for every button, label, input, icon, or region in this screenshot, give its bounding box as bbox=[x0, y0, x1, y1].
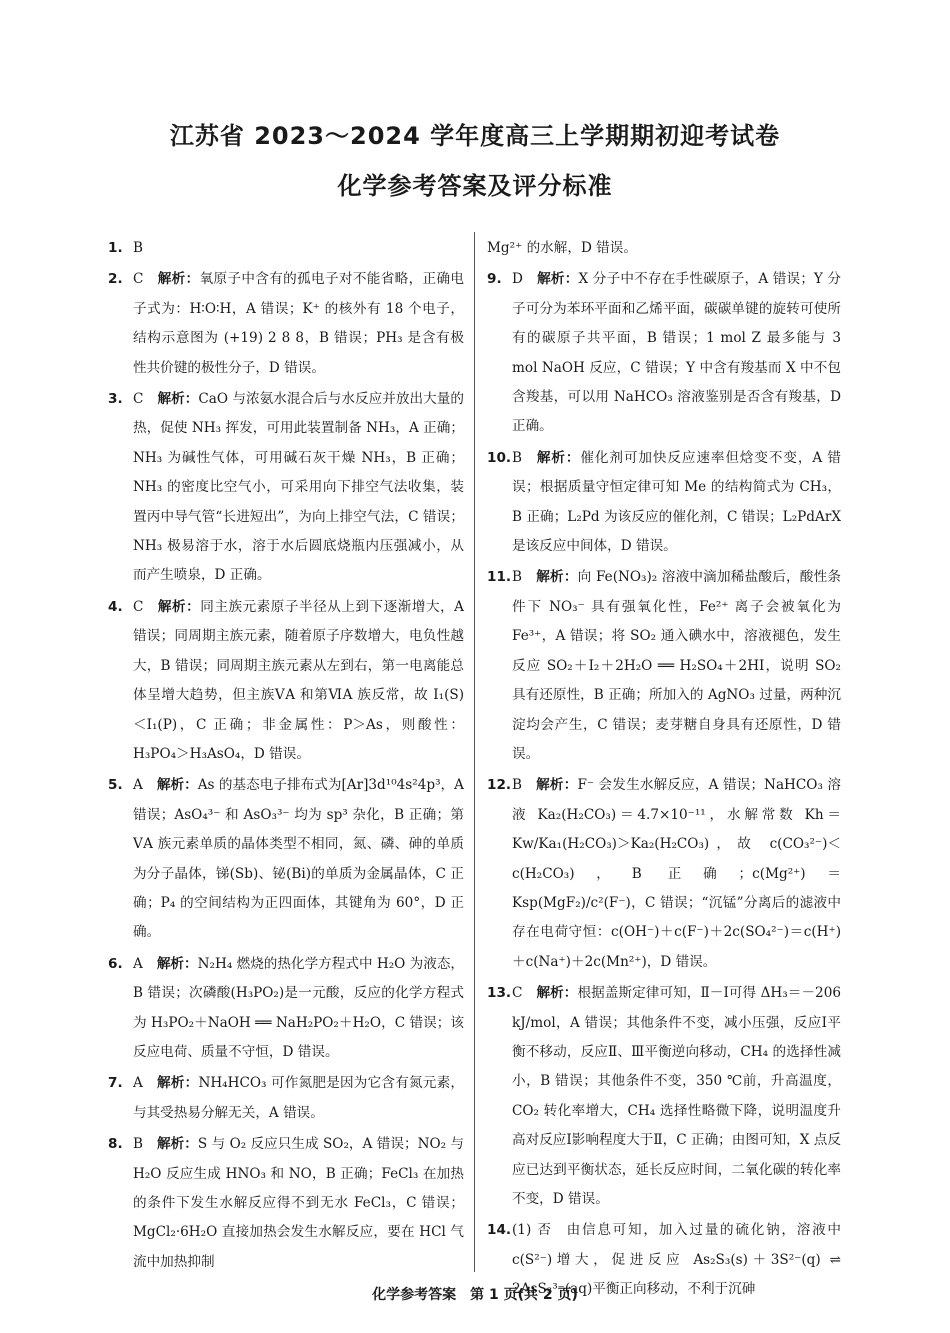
left-column bbox=[108, 234, 464, 1277]
answer-item-8: 8. B 解析：S 与 O₂ 反应只生成 SO₂，A 错误；NO₂ 与 H₂O 反应生成 HNO₃ 和 NO，B 正确；FeCl₃ 在加热的条件下发生水解反应得不到无水 FeCl₃，C 错误；MgCl₂·6H₂O 直接加热会发生水解反应，要在 HCl 气流中加热抑制 bbox=[108, 1136, 465, 1270]
answer-item-7: 7. A 解析：NH₄HCO₃ 可作氮肥是因为它含有氮元素，与其受热易分解无关，A 错误。 bbox=[108, 1075, 464, 1121]
page-footer: 化学参考答案 第 1 页(共 2 页) bbox=[372, 1287, 578, 1303]
answer-item-9: 9. D 解析：X 分子中不存在手性碳原子，A 错误；Y 分子可分为苯环平面和乙烯平面，碳碳单键的旋转可使所有的碳原子共平面，B 错误；1 mol Z 最多能与 3 mol NaOH 反应，C 错误；Y 中含有羧基而 X 中不包含羧基，可以用 NaHCO₃ 溶液鉴别是否含有羧基，D 正确。 bbox=[487, 271, 842, 435]
answer-item-13: 13. C 解析：根据盖斯定律可知，Ⅱ－Ⅰ可得 ΔH₃＝－206 kJ/mol，A 错误；其他条件不变，减小压强，反应Ⅰ平衡不移动，反应Ⅱ、Ⅲ平衡逆向移动，CH₄ 的选择性减小，B 错误；其他条件不变，350 ℃前，升高温度，CO₂ 转化率增大，CH₄ 选择性略微下降，说明温度升高对反应Ⅰ影响程度大于Ⅱ，C 正确；由图可知，X 点反应已达到平衡状态，延长反应时间，二氧化碳的转化率不变，D 错误。 bbox=[487, 985, 842, 1207]
right-column bbox=[487, 234, 841, 1305]
answer-item-10: 10. B 解析：催化剂可加快反应速率但焓变不变，A 错误；根据质量守恒定律可知 Me 的结构简式为 CH₃，B 正确；L₂Pd 为该反应的催化剂，C 错误；L₂PdArX 是该反应中间体，D 错误。 bbox=[487, 449, 842, 555]
answer-item-3: 3. C 解析：CaO 与浓氨水混合后与水反应并放出大量的热，促使 NH₃ 挥发，可用此装置制备 NH₃，A 正确；NH₃ 为碱性气体，可用碱石灰干燥 NH₃，B 正确；NH₃ 的密度比空气小，可采用向下排空气法收集，装置丙中导气管“长进短出”，为向上排空气法，C 错误；NH₃ 极易溶于水，溶于水后圆底烧瓶内压强减小，从而产生喷泉，D 正确。 bbox=[108, 391, 464, 584]
continued-text: Mg²⁺ 的水解，D 错误。 bbox=[487, 240, 637, 256]
page-subtitle: 化学参考答案及评分标准 bbox=[337, 172, 613, 200]
page-title: 江苏省 2023～2024 学年度高三上学期期初迎考试卷 bbox=[169, 122, 781, 150]
answer-item-12: 12. B 解析：F⁻ 会发生水解反应，A 错误；NaHCO₃ 溶液 Ka₂(H₂CO₃)＝4.7×10⁻¹¹，水解常数 Kh＝Kw/Ka₁(H₂CO₃)＞Ka₂(H₂CO₃)，故 c(CO₃²⁻)＜c(H₂CO₃)，B 正确；c(Mg²⁺)＝Ksp(MgF₂)/c²(F⁻)，C 错误；“沉锰”分离后的滤液中存在电荷守恒：c(OH⁻)＋c(F⁻)＋2c(SO₄²⁻)＝c(H⁺)＋c(Na⁺)＋2c(Mn²⁺)，D 错误。 bbox=[487, 777, 841, 970]
answer-item-6: 6. A 解析：N₂H₄ 燃烧的热化学方程式中 H₂O 为液态，B 错误；次磷酸(H₃PO₂)是一元酸，反应的化学方程式为 H₃PO₂＋NaOH ══ NaH₂PO₂＋H₂O，C 错误；该反应电荷、质量不守恒，D 错误。 bbox=[108, 955, 465, 1060]
answer-item-2: 2. C 解析：氧原子中含有的孤电子对不能省略，正确电子式为：H∶O∶H，A 错误；K⁺ 的核外有 18 个电子，结构示意图为 (+19) 2 8 8，B 错误；PH₃ 是含有极性共价键的极性分子，D 错误。 bbox=[108, 271, 465, 376]
answer-item-5: 5. A 解析：As 的基态电子排布式为[Ar]3d¹⁰4s²4p³，A 错误；AsO₄³⁻ 和 AsO₃³⁻ 均为 sp³ 杂化，B 正确；第ⅤA 族元素单质的晶体类型不相同，氮、磷、砷的单质为分子晶体，锑(Sb)、铋(Bi)的单质为金属晶体，C 正确；P₄ 的空间结构为正四面体，其键角为 60°，D 正确。 bbox=[108, 777, 464, 941]
answer-item-4: 4. C 解析：同主族元素原子半径从上到下逐渐增大，A 错误；同周期主族元素，随着原子序数增大，电负性越大，B 错误；同周期主族元素从左到右，第一电离能总体呈增大趋势，但主族ⅤA 和第ⅥA 族反常，故 I₁(S)＜I₁(P)，C 正确；非金属性：P＞As，则酸性：H₃PO₄＞H₃AsO₄，D 错误。 bbox=[108, 598, 464, 762]
answer-item-11: 11. B 解析：向 Fe(NO₃)₂ 溶液中滴加稀盐酸后，酸性条件下 NO₃⁻ 具有强氧化性，Fe²⁺ 离子会被氧化为 Fe³⁺，A 错误；将 SO₂ 通入碘水中，溶液褪色，发生反应 SO₂＋I₂＋2H₂O ══ H₂SO₄＋2HI，说明 SO₂ 具有还原性，B 正确；所加入的 AgNO₃ 过量，两种沉淀均会产生，C 错误；麦芽糖自身具有还原性，D 错误。 bbox=[487, 569, 842, 762]
answer-item-1: 1. B bbox=[108, 240, 143, 256]
answer-item-14: 14. (1) 否 由信息可知，加入过量的硫化钠，溶液中 c(S²⁻)增大，促进反应 As₂S₃(s)＋3S²⁻(q) ⇌ 2AsS₃³⁻(aq)平衡正向移动，不利于沉砷 bbox=[487, 1222, 842, 1298]
column-divider bbox=[474, 232, 475, 1272]
